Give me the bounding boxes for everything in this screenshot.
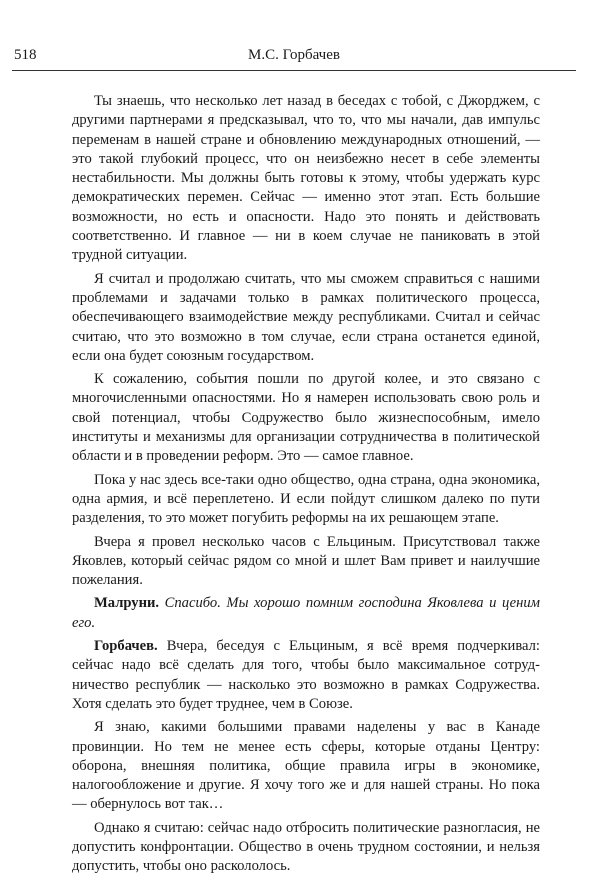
page-body — [72, 92, 540, 881]
page-header — [12, 44, 576, 66]
paragraph-text: Я считал и продолжаю считать, что мы сможем справиться с нашими проблемами и задачами только в рамках политического процесса, обеспечивающего взаимодействие между республиками. Считал и сейчас считаю, что это возможно в том случае, если страна останется единой, если она будет союзным государством. — [72, 270, 540, 364]
header-rule — [12, 70, 576, 71]
paragraph — [72, 718, 540, 814]
paragraph-text: Пока у нас здесь все-таки одно общество, одна страна, одна экономика, одна армия, и всё переплетено. И если пойдут слишком далеко по пути разделения, то это может погубить реформы на их решающем этапе. — [72, 471, 540, 527]
paragraph — [72, 819, 540, 877]
paragraph-text: Я знаю, какими большими правами наделены у вас в Канаде провинции. Но тем не менее есть сферы, которые отданы Центру: оборона, внешняя политика, общие правила игры в экономике, налогообложение и другие. Я хочу того же и для нашей страны. Но пока — обернулось вот так… — [72, 719, 540, 813]
running-title: М.С. Горбачев — [248, 47, 340, 63]
speaker-reply: Спасибо. Мы хорошо помним господина Яковлева и ценим его. — [72, 595, 540, 631]
paragraph-text: К сожалению, события пошли по другой колее, и это связано с многочисленными опасностями. Но я намерен использовать свою роль и свой потенциал, чтобы Содружество было жизнеспособным, имело институты и механизмы для организации сотрудничества в политической области и в проведении реформ. Это — самое главное. — [72, 371, 540, 465]
paragraph — [72, 370, 540, 466]
paragraph-text: Вчера, беседуя с Ельциным, я всё время подчеркивал: сейчас надо всё сделать для того, чтобы было максимальное сотрудничество республик — насколько это возможно в рамках Содружества. Хотя сделать это будет труднее, чем в Союзе. — [72, 638, 540, 712]
dialogue-paragraph — [72, 637, 540, 714]
paragraph — [72, 471, 540, 529]
paragraph — [72, 92, 540, 266]
dialogue-paragraph — [72, 594, 540, 633]
paragraph-text: Вчера я провел несколько часов с Ельциным. Присутствовал также Яковлев, который сейчас рядом со мной и шлет Вам привет и наилучшие пожелания. — [72, 533, 540, 589]
paragraph — [72, 533, 540, 591]
speaker-name: Малруни. — [94, 595, 160, 612]
speaker-name: Горбачев. — [94, 638, 158, 655]
paragraph-text: Однако я считаю: сейчас надо отбросить политические разногласия, не допустить конфронтации. Общество в очень трудном состоянии, и нельзя допустить, чтобы оно раскололось. — [72, 819, 540, 875]
paragraph — [72, 270, 540, 366]
paragraph-text: Ты знаешь, что несколько лет назад в беседах с тобой, с Джорджем, с другими партнерами я предсказывал, что то, что мы начали, дав импульс переменам в нашей стране и обновлению международных отношений, — это такой глубокий процесс, что он неизбежно несет в себе элементы нестабильности. Мы должны быть готовы к этому, чтобы удержать курс демократических перемен. Сейчас — именно этот этап. Есть большие возможности, но есть и опасности. Надо это понять и действовать соответственно. И главное — ни в коем случае не паниковать в этой трудной ситуации. — [72, 93, 540, 264]
page-number: 518 — [14, 47, 37, 63]
